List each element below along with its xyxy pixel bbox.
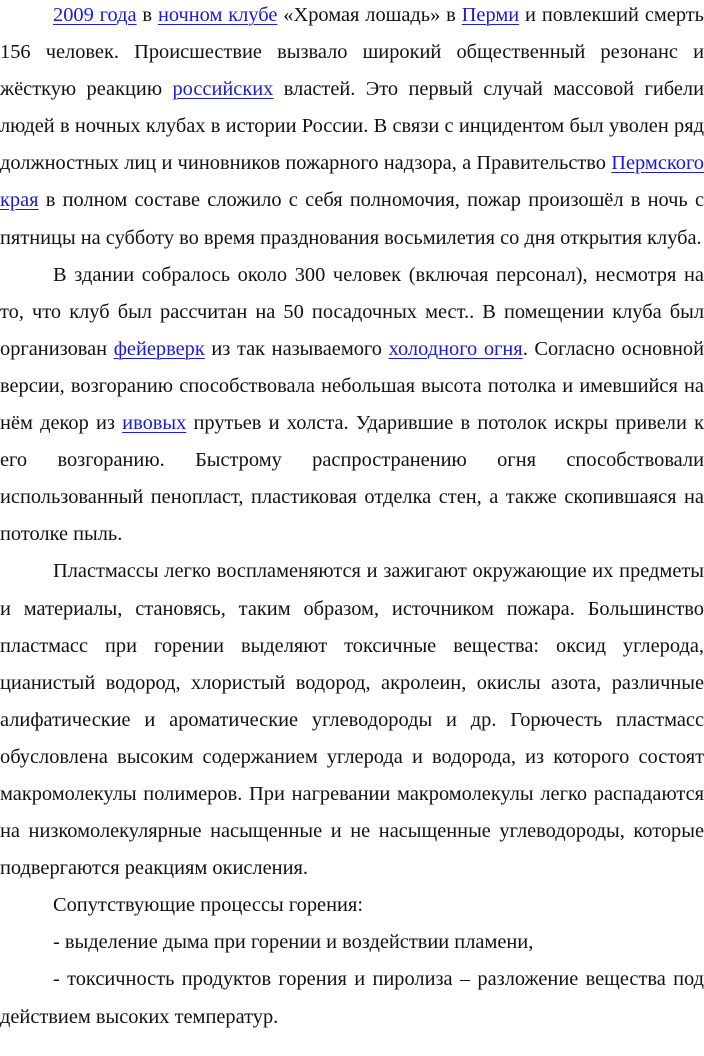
text-segment: . Согласно основной версии, возгоранию способствовала небольшая высота потолка и имевшийся на нём декор из xyxy=(0,337,704,435)
text-segment: в xyxy=(136,4,158,26)
text-segment: прутьев и холста. Ударившие в потолок искры привели к его возгоранию. Быстрому распространению огня способствовали использованный пенопласт, пластиковая отделка стен, а также скопившаяся на потолке пыль. xyxy=(0,412,704,546)
text-segment: из так называемого xyxy=(204,337,389,360)
link-perm-krai[interactable]: Пермского края xyxy=(0,152,704,212)
paragraph-combustion-heading xyxy=(0,887,704,924)
text-segment: - выделение дыма при горении и воздействии пламени, xyxy=(53,931,534,954)
list-item-toxicity xyxy=(0,961,704,1035)
link-willow[interactable]: ивовых xyxy=(122,412,187,435)
text-segment: - токсичность продуктов горения и пиролиза – разложение вещества под действием высоких температур. xyxy=(0,968,704,1028)
text-segment: «Хромая лошадь» в xyxy=(277,4,462,26)
text-segment: в полном составе сложило с себя полномочия, пожар произошёл в ночь с пятницы на субботу во время празднования восьмилетия со дня открытия клуба. xyxy=(0,189,704,249)
link-russian[interactable]: российских xyxy=(172,78,274,101)
list-item-smoke xyxy=(0,924,704,961)
link-perm[interactable]: Перми xyxy=(461,4,520,26)
paragraph-club-fire xyxy=(0,0,704,257)
link-2009-year[interactable]: 2009 года xyxy=(53,4,137,26)
text-segment: властей. Это первый случай массовой гибели людей в ночных клубах в истории России. В связи с инцидентом был уволен ряд должностных лиц и чиновников пожарного надзора, а Правительство xyxy=(0,78,704,175)
text-segment: Пластмассы легко воспламеняются и зажигают окружающие их предметы и материалы, становясь, таким образом, источником пожара. Большинство пластмасс при горении выделяют токсичные вещества: оксид углерода, цианистый водород, хлористый водород, акролеин, окислы азота, различные алифатические и ароматические углеводороды и др. Горючесть пластмасс обусловлена высоким содержанием углерода и водорода, из которого состоят макромолекулы полимеров. При нагревании макромолекулы легко распадаются на низкомолекулярные насыщенные и не насыщенные углеводороды, которые подвергаются реакциям окисления. xyxy=(0,560,704,880)
text-segment: Сопутствующие процессы горения: xyxy=(53,894,363,917)
link-fireworks[interactable]: фейерверк xyxy=(113,337,205,360)
text-segment: и повлекший смерть 156 человек. Происшествие вызвало широкий общественный резонанс и жёсткую реакцию xyxy=(0,4,704,101)
link-cold-fire[interactable]: холодного огня xyxy=(388,337,523,360)
text-segment: В здании собралось около 300 человек (включая персонал), несмотря на то, что клуб был рассчитан на 50 посадочных мест.. В помещении клуба был организован xyxy=(0,263,704,360)
paragraph-plastics xyxy=(0,553,704,887)
paragraph-building-crowd xyxy=(0,257,704,554)
link-night-club[interactable]: ночном клубе xyxy=(157,4,278,26)
